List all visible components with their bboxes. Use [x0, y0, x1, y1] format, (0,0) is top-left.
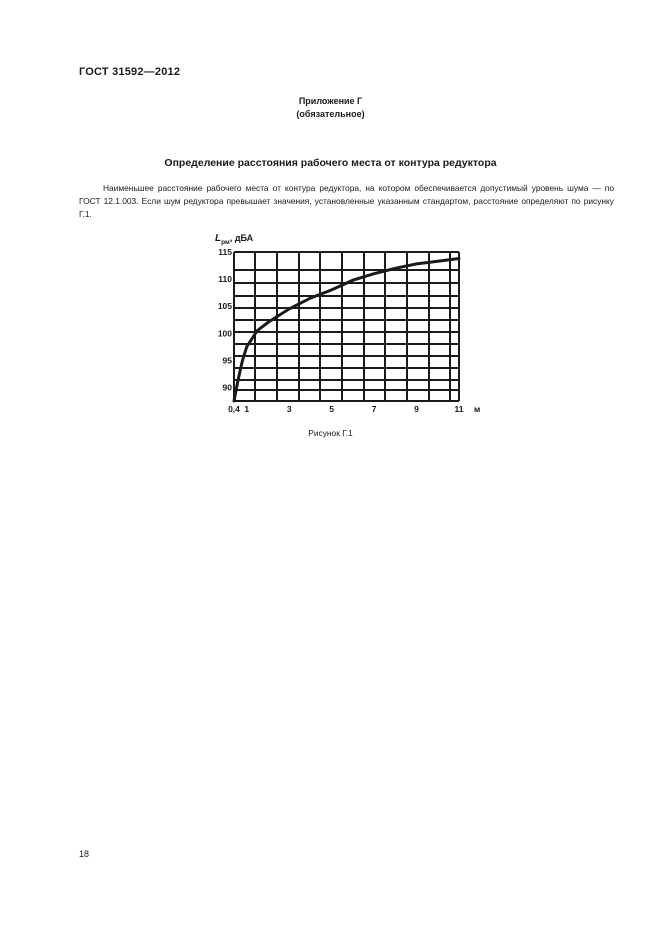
x-axis-unit: м — [474, 404, 481, 414]
appendix-status: (обязательное) — [296, 109, 365, 119]
y-tick-label: 95 — [222, 355, 232, 366]
appendix-title: Приложение Г — [298, 96, 363, 106]
x-tick-label: 11 — [454, 404, 464, 414]
noise-distance-chart — [200, 228, 490, 423]
y-tick-label: 105 — [217, 301, 232, 312]
x-tick-label: 1 — [244, 404, 250, 414]
page-number: 18 — [79, 849, 90, 859]
body-text — [79, 182, 614, 221]
y-tick-label: 90 — [222, 382, 232, 393]
y-tick-label: 115 — [218, 247, 232, 257]
y-axis-label: $L_{рм}$, дБА — [215, 233, 254, 246]
x-tick-label: 3 — [286, 404, 292, 414]
x-tick-label: 5 — [329, 404, 335, 414]
y-tick-label: 100 — [217, 328, 232, 339]
x-tick-label: 0,4 — [228, 404, 240, 414]
figure-caption: Рисунок Г.1 — [308, 428, 353, 438]
x-tick-label: 7 — [371, 404, 377, 414]
x-tick-label: 9 — [414, 404, 419, 414]
y-tick-label: 110 — [218, 274, 232, 285]
body-paragraph: Наименьшее расстояние рабочего места от контура редуктора, на котором обеспечивается допустимый уровень шума — по ГОСТ 12.1.003. Если шум редуктора превышает значения, установленные указанным стандартом, расстояние определяют по рисунку Г.1. — [79, 183, 614, 219]
standard-code: ГОСТ 31592—2012 — [79, 66, 181, 78]
section-title: Определение расстояния рабочего места от контура редуктора — [164, 157, 497, 169]
figure-chart — [200, 228, 490, 423]
